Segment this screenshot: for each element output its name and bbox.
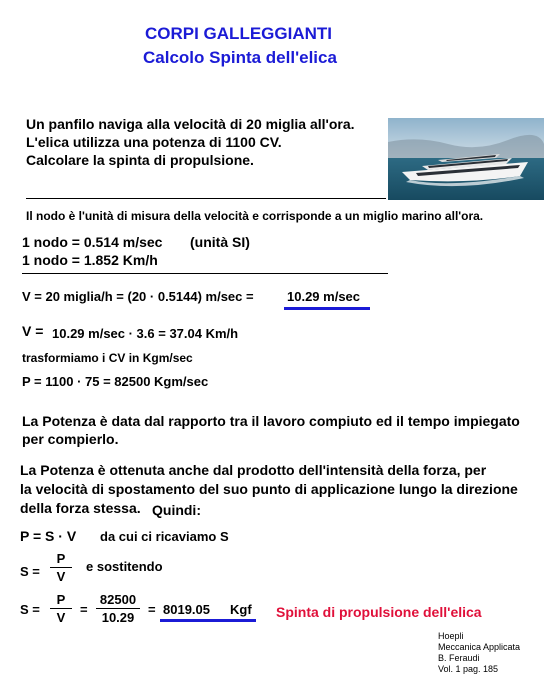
quindi-label: Quindi: — [152, 502, 201, 518]
fraction-numerator: P — [56, 592, 66, 607]
fraction-numerator: P — [56, 551, 66, 566]
velocity-result: 10.29 m/sec — [287, 289, 361, 304]
knot-definition: Il nodo è l'unità di misura della velocità e corrisponde a un miglio marino all'ora. — [26, 209, 484, 223]
power-equation-note: da cui ci ricaviamo S — [100, 529, 229, 544]
problem-line-2: L'elica utilizza una potenza di 1100 CV. — [26, 134, 282, 150]
velocity-result-underline — [284, 307, 370, 310]
problem-line-3: Calcolare la spinta di propulsione. — [26, 152, 254, 168]
power-def-line-1: La Potenza è data dal rapporto tra il lavoro compiuto ed il tempo impiegato — [22, 413, 520, 429]
fraction-bar — [96, 608, 140, 609]
equals-sign: = — [80, 602, 88, 617]
divider — [22, 273, 388, 274]
fraction-denominator: V — [56, 569, 66, 584]
s-result-fraction — [50, 592, 72, 625]
page-subtitle: Calcolo Spinta dell'elica — [143, 48, 337, 67]
fraction-bar — [50, 608, 72, 609]
s-value-fraction — [96, 592, 140, 625]
s-result-unit: Kgf — [230, 602, 252, 617]
fraction-numerator: 82500 — [99, 592, 137, 607]
fraction-denominator: 10.29 — [101, 610, 135, 625]
s-formula-note: e sostitendo — [86, 559, 163, 574]
power-prod-line-2: la velocità di spostamento del suo punto di applicazione lungo la direzione — [20, 481, 518, 497]
divider — [26, 198, 386, 199]
velocity-calc: V = 20 miglia/h = (20 · 0.5144) m/sec = — [22, 289, 254, 304]
credit-author: B. Feraudi — [438, 653, 480, 663]
s-result-underline — [160, 619, 256, 622]
cv-conversion-label: trasformiamo i CV in Kgm/sec — [22, 351, 193, 365]
power-def-line-2: per compierlo. — [22, 431, 119, 447]
power-calc: P = 1100 · 75 = 82500 Kgm/sec — [22, 374, 209, 389]
s-formula-fraction — [50, 551, 72, 584]
result-label: Spinta di propulsione dell'elica — [276, 604, 482, 620]
power-equation: P = S · V — [20, 528, 77, 544]
credit-publisher: Hoepli — [438, 631, 464, 641]
equals-sign: = — [148, 602, 156, 617]
power-prod-line-1: La Potenza è ottenuta anche dal prodotto dell'intensità della forza, per — [20, 462, 487, 478]
credit-page: Vol. 1 pag. 185 — [438, 664, 499, 674]
knot-kmh: 1 nodo = 1.852 Km/h — [22, 252, 158, 268]
credit-book: Meccanica Applicata — [438, 642, 521, 652]
fraction-bar — [50, 567, 72, 568]
knot-ms: 1 nodo = 0.514 m/sec — [22, 234, 163, 250]
yacht-photo — [388, 118, 544, 200]
s-result-lhs: S = — [20, 602, 40, 617]
power-prod-line-3: della forza stessa. — [20, 500, 141, 516]
credits — [438, 631, 520, 675]
s-formula-lhs: S = — [20, 564, 40, 579]
velocity-kmh-lhs: V = — [22, 323, 44, 339]
problem-line-1: Un panfilo naviga alla velocità di 20 miglia all'ora. — [26, 116, 355, 132]
page-title: CORPI GALLEGGIANTI — [145, 24, 332, 43]
knot-si: (unità SI) — [190, 234, 250, 250]
s-result-value: 8019.05 — [163, 602, 210, 617]
fraction-denominator: V — [56, 610, 66, 625]
velocity-kmh-rhs: 10.29 m/sec · 3.6 = 37.04 Km/h — [52, 326, 239, 341]
